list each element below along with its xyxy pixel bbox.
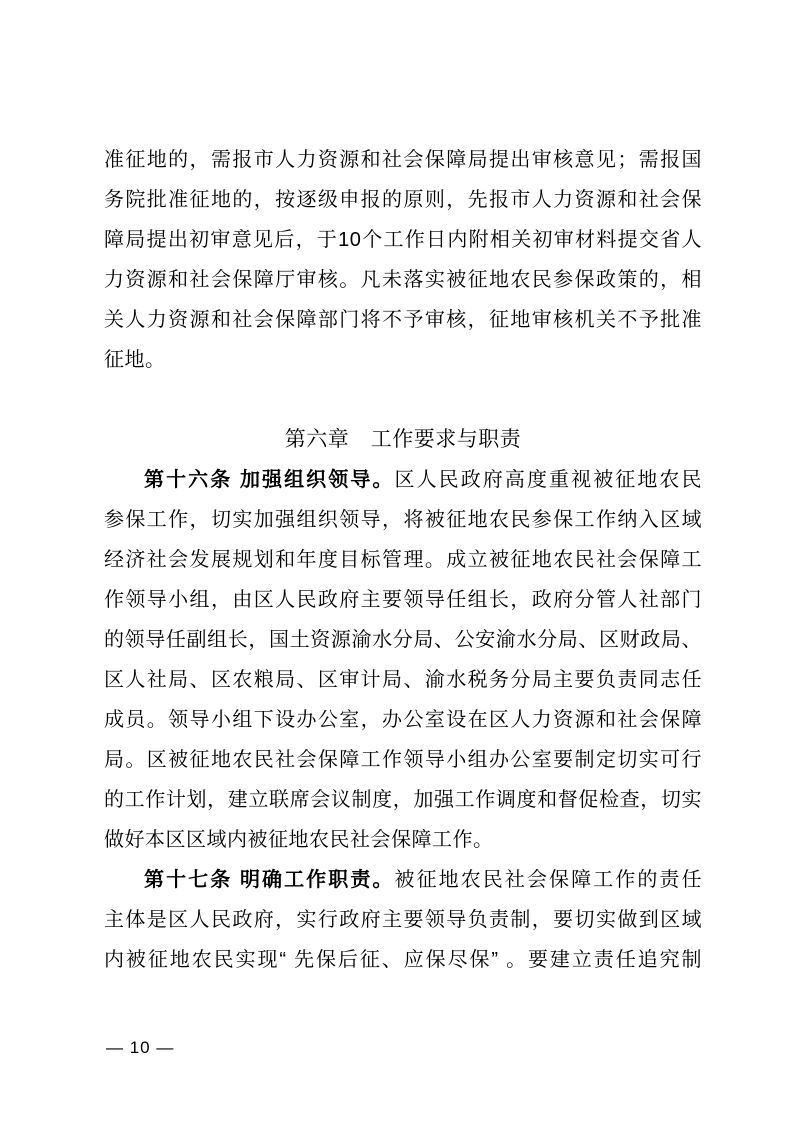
continuation-line-5: 关人力资源和社会保障部门将不予审核，征地审核机关不予批准 <box>104 309 702 331</box>
article-16-line-7: 成员。领导小组下设办公室，办公室设在区人力资源和社会保障 <box>104 709 702 731</box>
article-17-title: 第十七条 明确工作职责。 <box>144 869 395 891</box>
article-17-line-3: 内被征地农民实现“ 先保后征、应保尽保” 。要建立责任追究制 <box>104 949 702 971</box>
continuation-line-2: 务院批准征地的，按逐级申报的原则，先报市人力资源和社会保 <box>104 189 702 211</box>
article-16-line-5: 的领导任副组长，国土资源渝水分局、公安渝水分局、区财政局、 <box>104 629 702 651</box>
article-16-line-2: 参保工作，切实加强组织领导，将被征地农民参保工作纳入区域 <box>104 509 702 531</box>
continuation-line-3: 障局提出初审意见后，于10个工作日内附相关初审材料提交省人 <box>104 229 702 251</box>
continuation-line-6: 征地。 <box>104 349 166 371</box>
page-number: — 10 — <box>106 1038 175 1057</box>
article-16-line-8: 局。区被征地农民社会保障工作领导小组办公室要制定切实可行 <box>104 749 702 771</box>
continuation-line-4: 力资源和社会保障厅审核。凡未落实被征地农民参保政策的，相 <box>104 269 702 291</box>
article-16-line-6: 区人社局、区农粮局、区审计局、渝水税务分局主要负责同志任 <box>104 669 702 691</box>
continuation-line-1: 准征地的，需报市人力资源和社会保障局提出审核意见；需报国 <box>104 149 702 171</box>
article-17-line-2: 主体是区人民政府，实行政府主要领导负责制，要切实做到区域 <box>104 909 702 931</box>
article-16-line-4: 作领导小组，由区人民政府主要领导任组长，政府分管人社部门 <box>104 589 702 611</box>
article-16-title: 第十六条 加强组织领导。 <box>144 469 395 491</box>
article-17-first-line <box>104 860 702 900</box>
article-16-line-3: 经济社会发展规划和年度目标管理。成立被征地农民社会保障工 <box>104 549 702 571</box>
article-16-line-10: 做好本区区域内被征地农民社会保障工作。 <box>104 829 494 851</box>
article-16-first-line-text: 区人民政府高度重视被征地农民 <box>394 469 703 491</box>
chapter-heading: 第六章 工作要求与职责 <box>284 428 522 451</box>
document-body <box>104 140 702 980</box>
article-16-line-9: 的工作计划，建立联席会议制度，加强工作调度和督促检查，切实 <box>104 789 702 811</box>
article-17-first-line-text: 被征地农民社会保障工作的责任 <box>394 869 703 891</box>
article-16-first-line <box>104 460 702 500</box>
